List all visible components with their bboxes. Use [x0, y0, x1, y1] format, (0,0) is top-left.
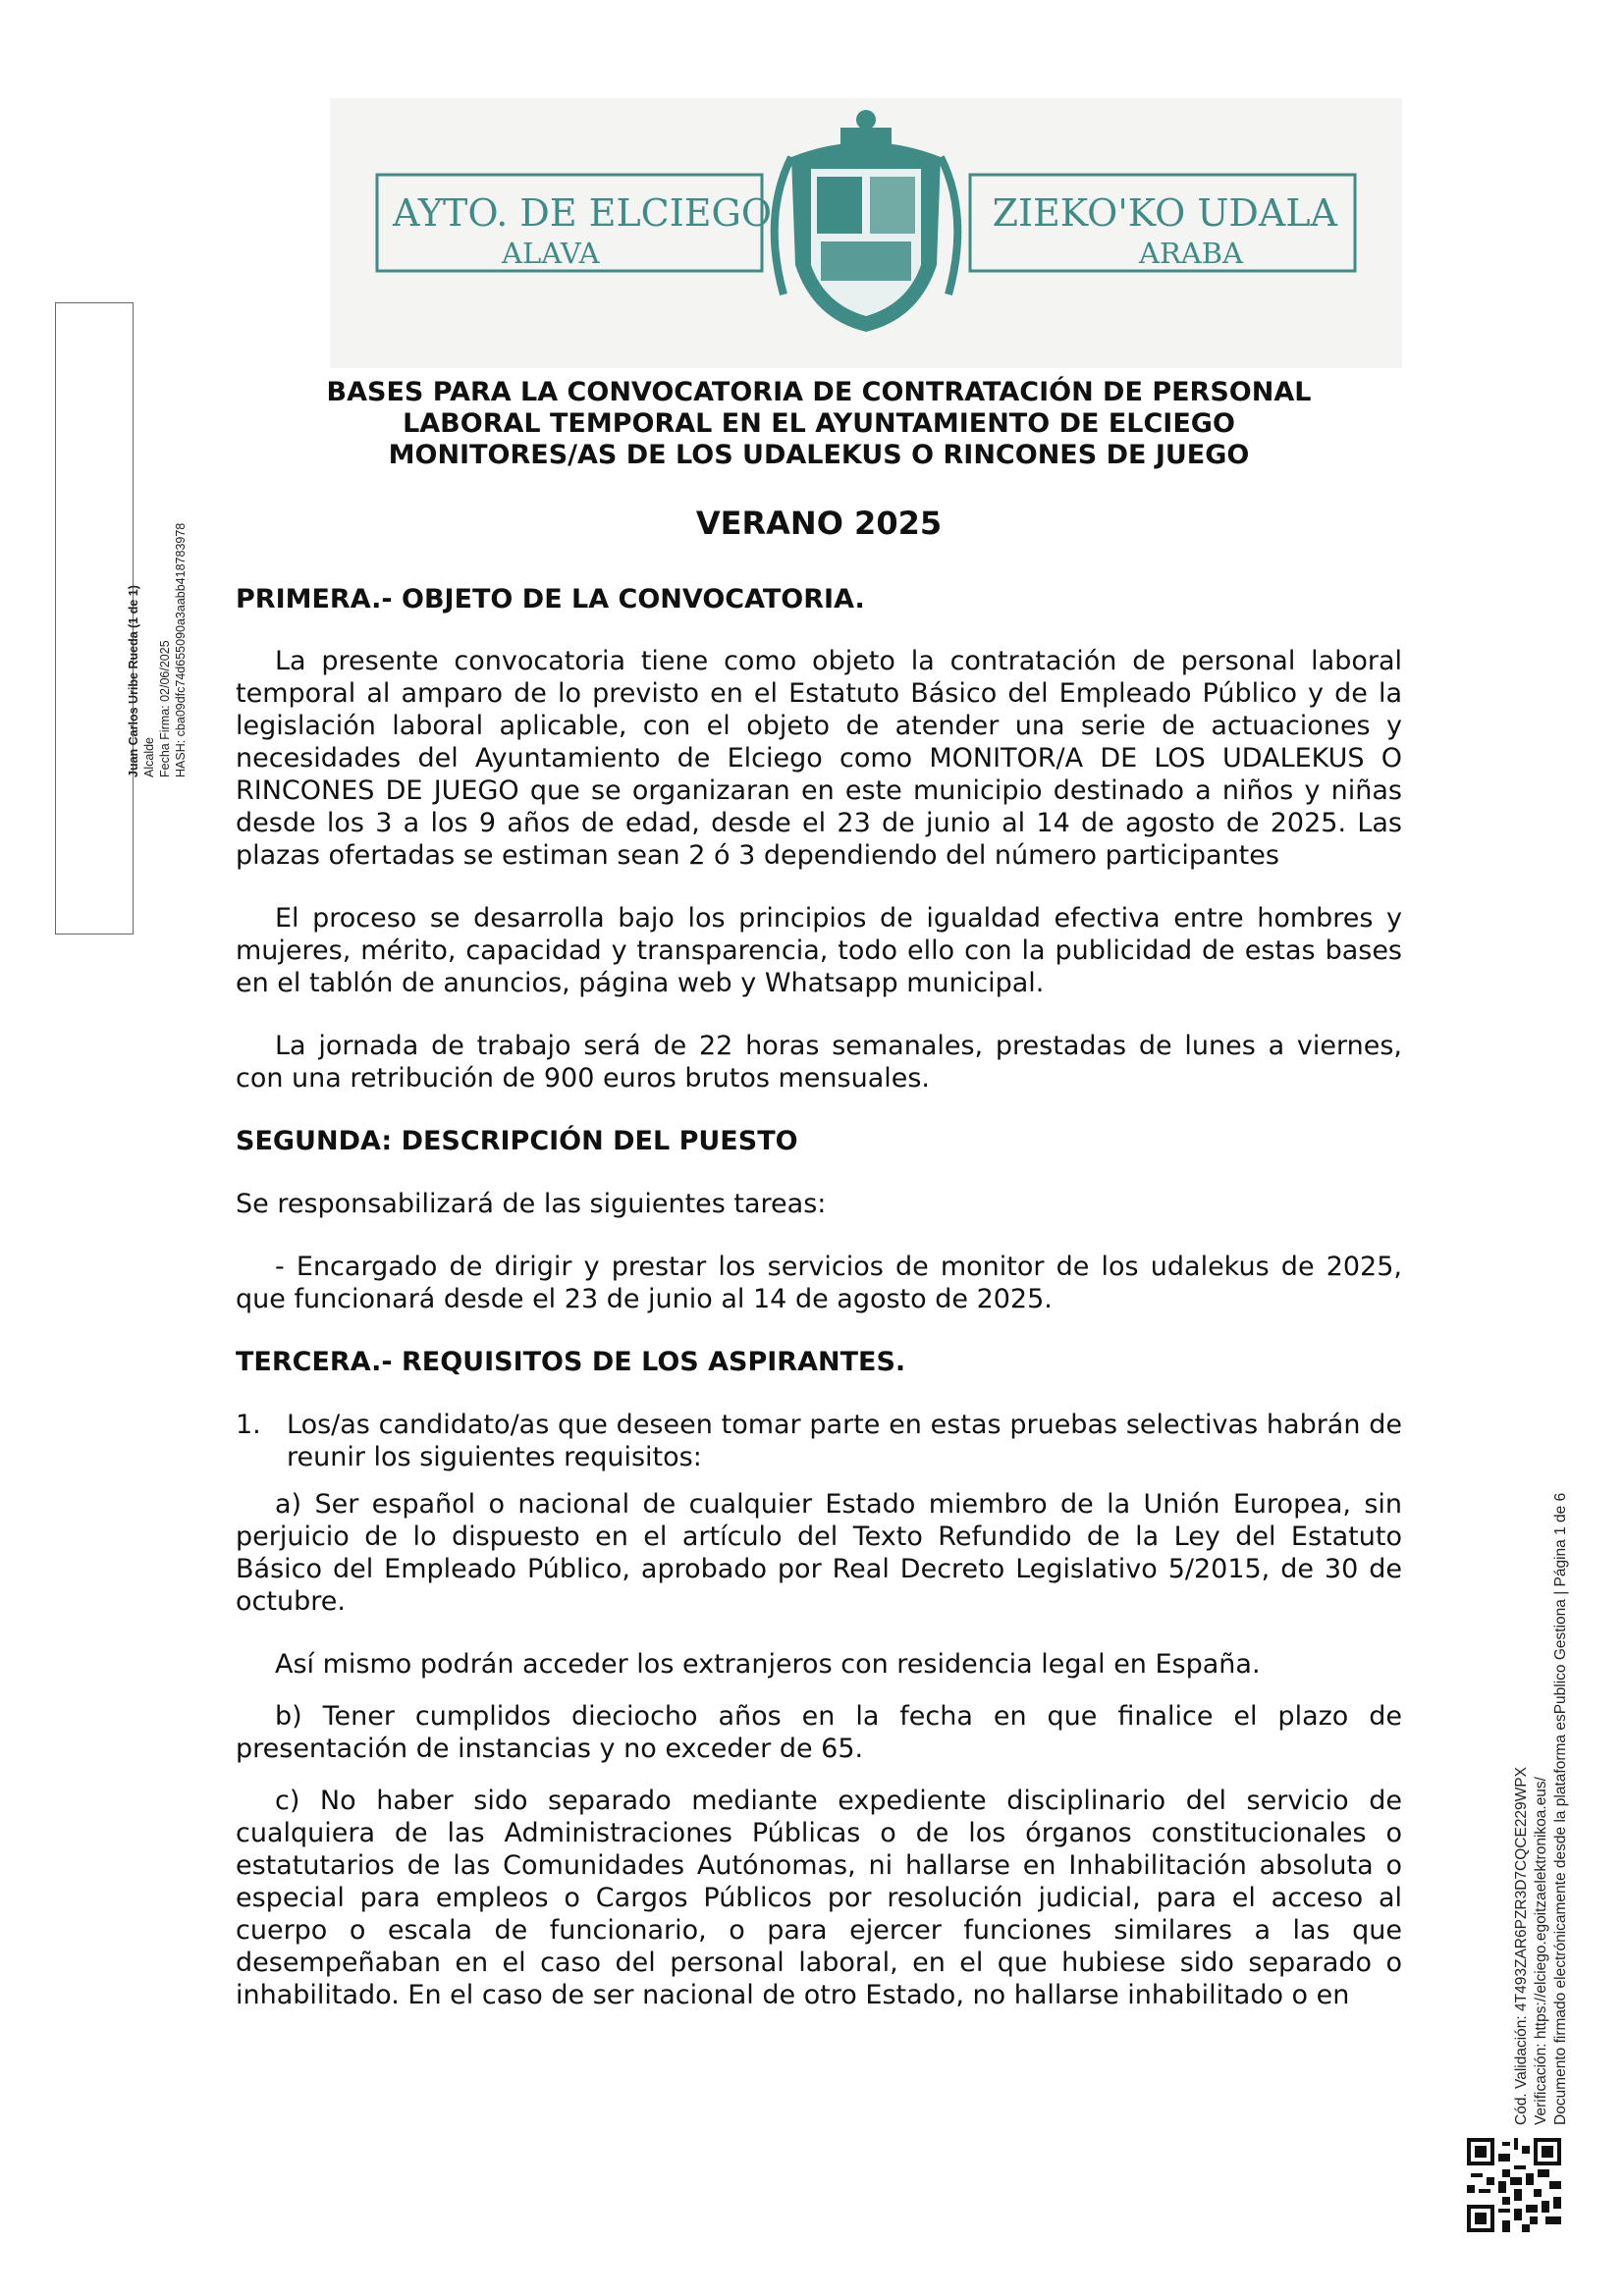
section-1-heading: PRIMERA.- OBJETO DE LA CONVOCATORIA. — [236, 584, 865, 614]
section-2-item: - Encargado de dirigir y prestar los servicios de monitor de los udalekus de 2025, que funcionará desde el 23 de junio al 14 de agosto de 2025. — [236, 1252, 1402, 1314]
doc-year: VERANO 2025 — [695, 505, 943, 542]
verification-url[interactable]: Verificación: https://elciego.egoitzaelektronikoa.eus/ — [1533, 1777, 1549, 2125]
list-number: 1. — [236, 1410, 261, 1440]
document-body — [236, 377, 1402, 2011]
signature-hash: HASH: cba09dfc74d655090a3aabb418783978 — [174, 522, 188, 777]
signature-stamp — [126, 424, 189, 777]
doc-title-line-3: MONITORES/AS DE LOS UDALEKUS O RINCONES DE JUEGO — [388, 440, 1250, 470]
qr-code-icon — [1467, 2138, 1561, 2232]
verification-strip — [1512, 1438, 1571, 2125]
section-3-list-item-1 — [236, 1409, 1402, 1473]
logo-right-sub: ARABA — [1139, 237, 1243, 270]
section-1-paragraph-2: El proceso se desarrolla bajo los principios de igualdad efectiva entre hombres y mujeres, mérito, capacidad y transparencia, todo ello con la publicidad de estas bases en el tablón de anuncios, página web y Whatsapp municipal. — [236, 903, 1402, 998]
signature-stamp-box — [55, 302, 134, 934]
logo-left-name: AYTO. DE ELCIEGO — [393, 191, 773, 235]
signature-date: Fecha Firma: 02/06/2025 — [158, 640, 172, 777]
requirement-b: b) Tener cumplidos dieciocho años en la fecha en que finalice el plazo de presentación de instancias y no exceder de 65. — [236, 1701, 1402, 1764]
verification-note: Documento firmado electrónicamente desde la plataforma esPublico Gestiona | Página 1 de 6 — [1552, 1492, 1569, 2125]
section-3-heading: TERCERA.- REQUISITOS DE LOS ASPIRANTES. — [236, 1347, 906, 1377]
section-2-paragraph-1: Se responsabilizará de las siguientes tareas: — [236, 1189, 827, 1219]
section-1-paragraph-1: La presente convocatoria tiene como objeto la contratación de personal laboral temporal al amparo de lo previsto en el Estatuto Básico del Empleado Público y de la legislación laboral aplicable, con el objeto de atender una serie de actuaciones y necesidades del Ayuntamiento de Elciego como MONITOR/A DE LOS UDALEKUS O RINCONES DE JUEGO que se organizaran en este municipio destinado a niños y niñas desde los 3 a los 9 años de edad, desde el 23 de junio al 14 de agosto de 2025. Las plazas ofertadas se estiman sean 2 ó 3 dependiendo del número participantes — [236, 646, 1402, 871]
coat-of-arms-logo — [330, 98, 1402, 368]
requirement-a: a) Ser español o nacional de cualquier Estado miembro de la Unión Europea, sin perjuicio de lo dispuesto en el artículo del Texto Refundido de la Ley del Estatuto Básico del Empleado Público, aprobado por Real Decreto Legislativo 5/2015, de 30 de octubre. — [236, 1489, 1402, 1617]
signer-role: Alcalde — [142, 737, 156, 777]
logo-right-name: ZIEKO'KO UDALA — [992, 191, 1337, 235]
section-3-item-1-text: Los/as candidato/as que deseen tomar parte en estas pruebas selectivas habrán de reunir los siguientes requisitos: — [287, 1410, 1402, 1472]
verification-code: Cód. Validación: 4T493ZAR6PZR3D7CQCE229WPX — [1513, 1767, 1530, 2125]
logo-left-sub: ALAVA — [502, 237, 600, 270]
signer-name: Juan Carlos Uribe Rueda (1 de 1) — [127, 585, 140, 777]
municipal-logo — [330, 98, 1402, 368]
section-1-paragraph-3: La jornada de trabajo será de 22 horas semanales, prestadas de lunes a viernes, con una retribución de 900 euros brutos mensuales. — [236, 1031, 1402, 1094]
requirement-a-extra: Así mismo podrán acceder los extranjeros con residencia legal en España. — [275, 1649, 1261, 1680]
shield-icon — [775, 110, 958, 332]
requirement-c: c) No haber sido separado mediante expediente disciplinario del servicio de cualquiera de las Administraciones Públicas o de los órganos constitucionales o estatutarios de las Comunidades Autónomas, ni hallarse en Inhabilitación absoluta o especial para empleos o Cargos Públicos por resolución judicial, para el acceso al cuerpo o escala de funcionario, o para ejercer funciones similares a las que desempeñaban en el caso del personal laboral, en el que hubiese sido separado o inhabilitado. En el caso de ser nacional de otro Estado, no hallarse inhabilitado o en — [236, 1786, 1402, 2010]
doc-title-line-1: BASES PARA LA CONVOCATORIA DE CONTRATACIÓN DE PERSONAL — [326, 377, 1312, 407]
doc-title-line-2: LABORAL TEMPORAL EN EL AYUNTAMIENTO DE ELCIEGO — [403, 408, 1235, 439]
section-2-heading: SEGUNDA: DESCRIPCIÓN DEL PUESTO — [236, 1126, 798, 1156]
